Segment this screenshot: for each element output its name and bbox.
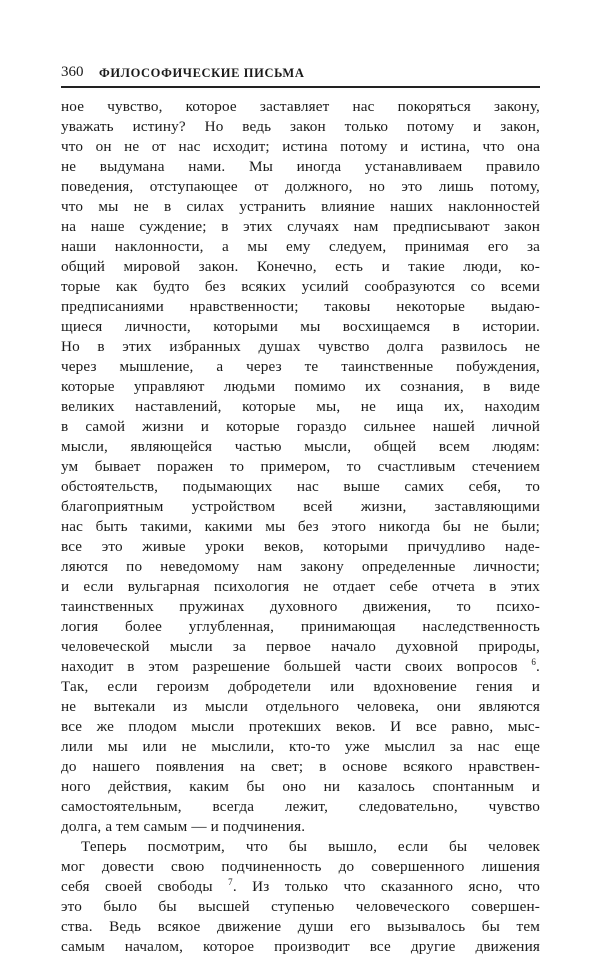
line-text: находит в этом разрешение большей части своих вопросов	[61, 658, 518, 675]
text-line: и если вульгарная психология не отдает себе отчета в этих	[61, 578, 540, 595]
text-line: таинственных пружинах духовного движения, то психо-	[61, 598, 540, 615]
text-line: не выдумана нами. Мы иногда устанавливаем правило	[61, 158, 540, 175]
text-line: логия более углубленная, принимающая наследственность	[61, 618, 540, 635]
text-line: все же плодом мысли протекших веков. И все равно, мыс-	[61, 718, 540, 735]
text-line: человеческой мысли за первое начало духовной природы,	[61, 638, 540, 655]
footnote-ref-7[interactable]: 7	[228, 877, 233, 887]
text-line-with-footnote: находит в этом разрешение большей части своих вопросов $^6$.	[61, 657, 540, 675]
text-line: это было бы высшей ступенью человеческого совершен-	[61, 898, 540, 915]
text-line: что мы не в силах устранить влияние наших наклонностей	[61, 198, 540, 215]
text-line: щиеся личности, которыми мы восхищаемся в истории.	[61, 318, 540, 335]
text-line: Так, если героизм добродетели или вдохновение гения и	[61, 678, 540, 695]
text-line: мог довести свою подчиненность до совершенного лишения	[61, 858, 540, 875]
text-line: торые как будто без всяких усилий сообразуются со всеми	[61, 278, 540, 295]
text-line-with-footnote	[61, 877, 540, 897]
text-line: нас быть такими, какими мы без этого никогда бы не были;	[61, 518, 540, 535]
page-body-text	[61, 97, 540, 957]
text-line: наши наклонности, а мы ему следуем, принимая его за	[61, 238, 540, 255]
text-line: самым началом, которое производит все другие движения	[61, 938, 540, 955]
page-number: 360	[61, 64, 84, 80]
text-line: которые управляют людьми помимо их сознания, в виде	[61, 378, 540, 395]
text-line: в самой жизни и которые гораздо сильнее нашей личной	[61, 418, 540, 435]
line-text: себя своей свободы	[61, 878, 213, 895]
text-line: уважать истину? Но ведь закон только потому и закон,	[61, 118, 540, 135]
text-line: предписаниями нравственности; таковы некоторые выдаю-	[61, 298, 540, 315]
text-line: на наше суждение; в этих случаях нам предписывают закон	[61, 218, 540, 235]
text-line: общий мировой закон. Конечно, есть и такие люди, ко-	[61, 258, 540, 275]
text-line: ного действия, каким бы оно ни казалось спонтанным и	[61, 778, 540, 795]
text-line: мысли, являющейся частью мысли, общей всем людям:	[61, 438, 540, 455]
text-line: обстоятельств, подымающих нас выше самих себя, то	[61, 478, 540, 495]
text-line: ляются по неведомому нам закону определенные личности;	[61, 558, 540, 575]
paragraph-end-line: долга, а тем самым — и подчинения.	[61, 818, 306, 835]
footnote-ref-6[interactable]: 6	[531, 657, 537, 667]
text-line: великих наставлений, которые мы, не ища их, находим	[61, 398, 540, 415]
text-line: ум бывает поражен то примером, то счастливым стечением	[61, 458, 540, 475]
paragraph-start-line: Теперь посмотрим, что бы вышло, если бы человек	[81, 838, 540, 855]
text-line: не вытекали из мысли отдельного человека, они являются	[61, 698, 540, 715]
text-line: до нашего появления на свет; в основе всякого нравствен-	[61, 758, 540, 775]
text-line: Но в этих избранных душах чувство долга развилось не	[61, 338, 540, 355]
text-line: ное чувство, которое заставляет нас покоряться закону,	[61, 98, 540, 115]
text-line: ства. Ведь всякое движение души его вызывалось бы тем	[61, 918, 540, 935]
line-text-tail: . Из только что сказанного ясно, что	[232, 878, 540, 895]
text-line: все это живые уроки веков, которыми причудливо наде-	[61, 538, 540, 555]
running-title: ФИЛОСОФИЧЕСКИЕ ПИСЬМА	[99, 66, 305, 80]
text-line: через мышление, а через те таинственные побуждения,	[61, 358, 540, 375]
text-line: самостоятельным, всегда лежит, следовательно, чувство	[61, 798, 540, 815]
text-line: лили мы или не мыслили, кто-то уже мыслил за нас еще	[61, 738, 540, 755]
running-header	[61, 62, 540, 88]
text-line: благоприятным устройством всей жизни, заставляющими	[61, 498, 540, 515]
text-line: поведения, отступающее от должного, но это лишь потому,	[61, 178, 540, 195]
text-line: что он не от нас исходит; истина потому и истина, что она	[61, 138, 540, 155]
